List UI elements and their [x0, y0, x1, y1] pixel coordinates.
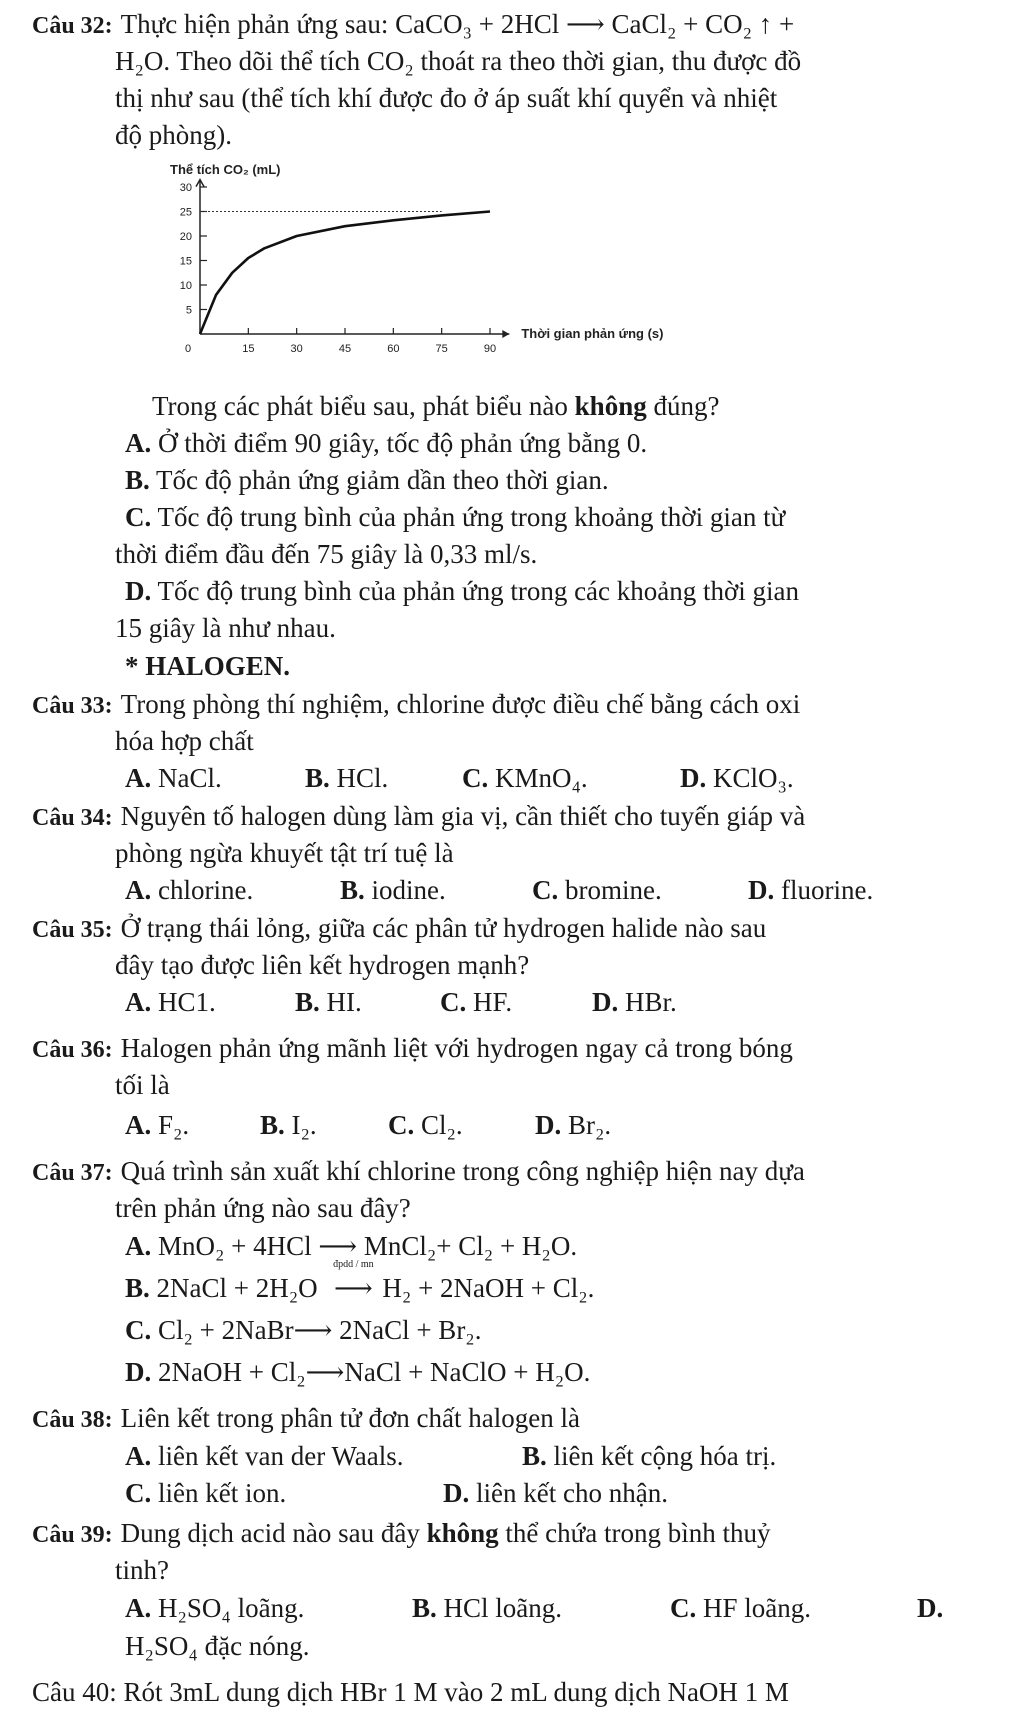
q38-line1: [32, 1400, 580, 1439]
q32-intro: Thực hiện phản ứng sau:: [120, 9, 396, 39]
option-text: Cl₂.: [421, 1110, 463, 1140]
option-text: HCl.: [336, 763, 389, 793]
option-text: F₂.: [158, 1110, 190, 1140]
option-text: liên kết van der Waals.: [158, 1441, 404, 1471]
option-text: Tốc độ trung bình của phản ứng trong các khoảng thời gian: [157, 576, 800, 606]
x-axis-arrow-icon: [502, 330, 509, 338]
q32-question: [152, 388, 719, 425]
arrow-label: đpdd / mn: [333, 1259, 374, 1270]
option-text: Tốc độ trung bình của phản ứng trong khoảng thời gian từ: [157, 502, 786, 532]
q33-text: Trong phòng thí nghiệm, chlorine được điều chế bằng cách oxi: [120, 689, 801, 719]
option-text: HI.: [326, 987, 362, 1017]
q37-option-b[interactable]: B. 2NaCl + 2H₂O đpdd / mn ⟶ H₂ + 2NaOH + Cl₂.: [125, 1270, 594, 1307]
q32-option-d-cont: 15 giây là như nhau.: [115, 613, 336, 643]
option-text: Cl₂ + 2NaBr⟶ 2NaCl + Br₂.: [158, 1315, 482, 1345]
q37-number: Câu 37:: [32, 1160, 113, 1186]
q37-text: Quá trình sản xuất khí chlorine trong công nghiệp hiện nay dựa: [120, 1156, 805, 1186]
x-axis-label: Thời gian phản ứng (s): [521, 326, 664, 341]
q32-equation: CaCO₃ + 2HCl ⟶ CaCl₂ + CO₂ ↑ +: [395, 9, 795, 39]
option-text: HCl loãng.: [443, 1593, 563, 1623]
q32-line4: độ phòng).: [115, 120, 232, 150]
option-text: NaCl.: [158, 763, 222, 793]
q39-line2: tinh?: [115, 1555, 169, 1585]
q36-option-d[interactable]: D. Br₂.: [535, 1110, 612, 1140]
q37-option-a[interactable]: A. MnO₂ + 4HCl ⟶ MnCl₂+ Cl₂ + H₂O.: [125, 1231, 578, 1261]
q34-option-d[interactable]: D. fluorine.: [748, 875, 874, 905]
x-tick-label: 60: [387, 343, 400, 355]
option-text: fluorine.: [781, 875, 874, 905]
option-text: HC1.: [158, 987, 216, 1017]
q39-option-c[interactable]: C. HF loãng.: [670, 1593, 811, 1623]
q34-option-b[interactable]: B. iodine.: [340, 875, 446, 905]
option-label: C.: [125, 502, 152, 532]
q35-text: Ở trạng thái lỏng, giữa các phân tử hydrogen halide nào sau: [120, 913, 767, 943]
q38-text: Liên kết trong phân tử đơn chất halogen là: [120, 1403, 580, 1433]
option-text: MnO₂ + 4HCl ⟶ MnCl₂+ Cl₂ + H₂O.: [158, 1231, 578, 1261]
option-text: 2NaOH + Cl₂⟶NaCl + NaClO + H₂O.: [158, 1357, 591, 1387]
q39-text-pre: Dung dịch acid nào sau đây: [120, 1518, 427, 1548]
q39-line1: [32, 1515, 771, 1554]
option-text: chlorine.: [158, 875, 254, 905]
option-text: iodine.: [371, 875, 446, 905]
option-text: KClO₃.: [713, 763, 794, 793]
q39-option-a[interactable]: A. H₂SO₄ loãng.: [125, 1593, 305, 1623]
x-tick-label: 15: [242, 343, 255, 355]
q39-text-post: thể chứa trong bình thuỷ: [498, 1518, 771, 1548]
q32-question-pre: Trong các phát biểu sau, phát biểu nào: [152, 391, 575, 421]
q36-option-c[interactable]: C. Cl₂.: [388, 1110, 463, 1140]
y-tick-label: 30: [179, 182, 192, 194]
q33-number: Câu 33:: [32, 693, 113, 719]
y-tick-label: 5: [185, 304, 192, 317]
q35-option-c[interactable]: C. HF.: [440, 987, 513, 1017]
q34-text: Nguyên tố halogen dùng làm gia vị, cần thiết cho tuyến giáp và: [120, 801, 806, 831]
q34-option-a[interactable]: A. chlorine.: [125, 875, 254, 905]
q37-line1: [32, 1153, 805, 1192]
q32-option-d[interactable]: [125, 573, 799, 610]
option-text: bromine.: [565, 875, 662, 905]
q35-option-a[interactable]: A. HC1.: [125, 987, 216, 1017]
q38-number: Câu 38:: [32, 1407, 113, 1433]
y-tick-label: 15: [179, 255, 192, 268]
y-tick-label: 25: [179, 206, 192, 219]
q32-line1: [32, 6, 794, 45]
q33-line2: hóa hợp chất: [115, 726, 254, 756]
q37-option-d[interactable]: D. 2NaOH + Cl₂⟶NaCl + NaClO + H₂O.: [125, 1357, 591, 1387]
q37-option-c[interactable]: C. Cl₂ + 2NaBr⟶ 2NaCl + Br₂.: [125, 1315, 482, 1345]
option-text: KMnO₄.: [495, 763, 588, 793]
q39-option-d[interactable]: H₂SO₄ đặc nóng.: [125, 1631, 310, 1661]
q33-option-c[interactable]: C. KMnO₄.: [462, 763, 588, 793]
q32-number: Câu 32:: [32, 13, 113, 39]
option-label: D.: [125, 576, 152, 606]
q36-option-b[interactable]: B. I₂.: [260, 1110, 317, 1140]
x-tick-label: 90: [483, 343, 497, 355]
x-tick-label: 0: [184, 343, 192, 355]
option-text: HF.: [473, 987, 513, 1017]
option-text: Tốc độ phản ứng giảm dần theo thời gian.: [156, 465, 609, 495]
q36-option-a[interactable]: A. F₂.: [125, 1110, 190, 1140]
co2-volume-chart: [150, 162, 670, 392]
x-tick-label: 45: [338, 343, 352, 355]
q36-text: Halogen phản ứng mãnh liệt với hydrogen ngay cả trong bóng: [120, 1033, 793, 1063]
q32-line2: H₂O. Theo dõi thể tích CO₂ thoát ra theo thời gian, thu được đồ: [115, 46, 802, 76]
q38-option-b[interactable]: B. liên kết cộng hóa trị.: [522, 1441, 777, 1471]
option-text: HBr.: [625, 987, 677, 1017]
q33-line1: [32, 686, 800, 725]
q32-question-bold: không: [574, 391, 647, 421]
option-label: B.: [125, 465, 150, 495]
q38-option-d[interactable]: D. liên kết cho nhận.: [443, 1478, 668, 1508]
option-text: liên kết ion.: [158, 1478, 287, 1508]
q35-option-b[interactable]: B. HI.: [295, 987, 362, 1017]
q35-line2: đây tạo được liên kết hydrogen mạnh?: [115, 950, 530, 980]
option-text-left: 2NaCl + 2H₂O: [156, 1273, 318, 1303]
q33-option-a[interactable]: A. NaCl.: [125, 763, 222, 793]
q39-number: Câu 39:: [32, 1522, 113, 1548]
y-tick-label: 10: [179, 280, 192, 292]
q40-cutoff-text: Câu 40: Rót 3mL dung dịch HBr 1 M vào 2 mL dung dịch NaOH 1 M: [32, 1677, 789, 1707]
option-text: HF loãng.: [703, 1593, 811, 1623]
q39-option-b[interactable]: B. HCl loãng.: [412, 1593, 563, 1623]
option-text: I₂.: [291, 1110, 317, 1140]
y-axis-label: Thể tích CO₂ (mL): [170, 162, 281, 177]
option-text-right: H₂ + 2NaOH + Cl₂.: [382, 1273, 595, 1303]
q33-option-d[interactable]: D. KClO₃.: [680, 763, 794, 793]
q32-option-c[interactable]: [125, 499, 785, 536]
section-heading: * HALOGEN.: [125, 651, 291, 681]
q35-line1: [32, 910, 766, 949]
q34-line1: [32, 798, 805, 837]
q35-option-d[interactable]: D. HBr.: [592, 987, 677, 1017]
q36-line1: [32, 1030, 793, 1069]
q32-line3: thị như sau (thể tích khí được đo ở áp suất khí quyển và nhiệt: [115, 83, 778, 113]
q34-option-c[interactable]: C. bromine.: [532, 875, 662, 905]
co2-curve: [200, 212, 490, 335]
cutoff-clip: [0, 1677, 1011, 1707]
q32-option-c-cont: thời điểm đầu đến 75 giây là 0,33 ml/s.: [115, 539, 538, 569]
q33-option-b[interactable]: B. HCl.: [305, 763, 389, 793]
q36-number: Câu 36:: [32, 1037, 113, 1063]
q35-number: Câu 35:: [32, 917, 113, 943]
q32-option-a[interactable]: [125, 425, 647, 462]
option-text: liên kết cho nhận.: [476, 1478, 668, 1508]
q34-number: Câu 34:: [32, 805, 113, 831]
q34-line2: phòng ngừa khuyết tật trí tuệ là: [115, 838, 454, 868]
option-text: H₂SO₄ loãng.: [158, 1593, 305, 1623]
q36-line2: tối là: [115, 1070, 170, 1100]
q38-option-c[interactable]: C. liên kết ion.: [125, 1478, 287, 1508]
option-text: Br₂.: [568, 1110, 612, 1140]
q37-line2: trên phản ứng nào sau đây?: [115, 1193, 411, 1223]
x-tick-label: 75: [435, 343, 448, 355]
q32-question-post: đúng?: [646, 391, 720, 421]
option-label: A.: [125, 428, 152, 458]
chart-svg: [150, 162, 670, 392]
x-tick-label: 30: [290, 343, 303, 355]
option-text: liên kết cộng hóa trị.: [553, 1441, 777, 1471]
y-tick-label: 20: [179, 231, 192, 243]
option-text: Ở thời điểm 90 giây, tốc độ phản ứng bằng 0.: [158, 428, 648, 458]
q39-option-d-label[interactable]: D.: [917, 1593, 944, 1623]
q32-option-b[interactable]: [125, 462, 609, 499]
electrolysis-arrow: đpdd / mn ⟶: [324, 1270, 382, 1307]
q39-text-bold: không: [426, 1518, 499, 1548]
q38-option-a[interactable]: A. liên kết van der Waals.: [125, 1441, 404, 1471]
